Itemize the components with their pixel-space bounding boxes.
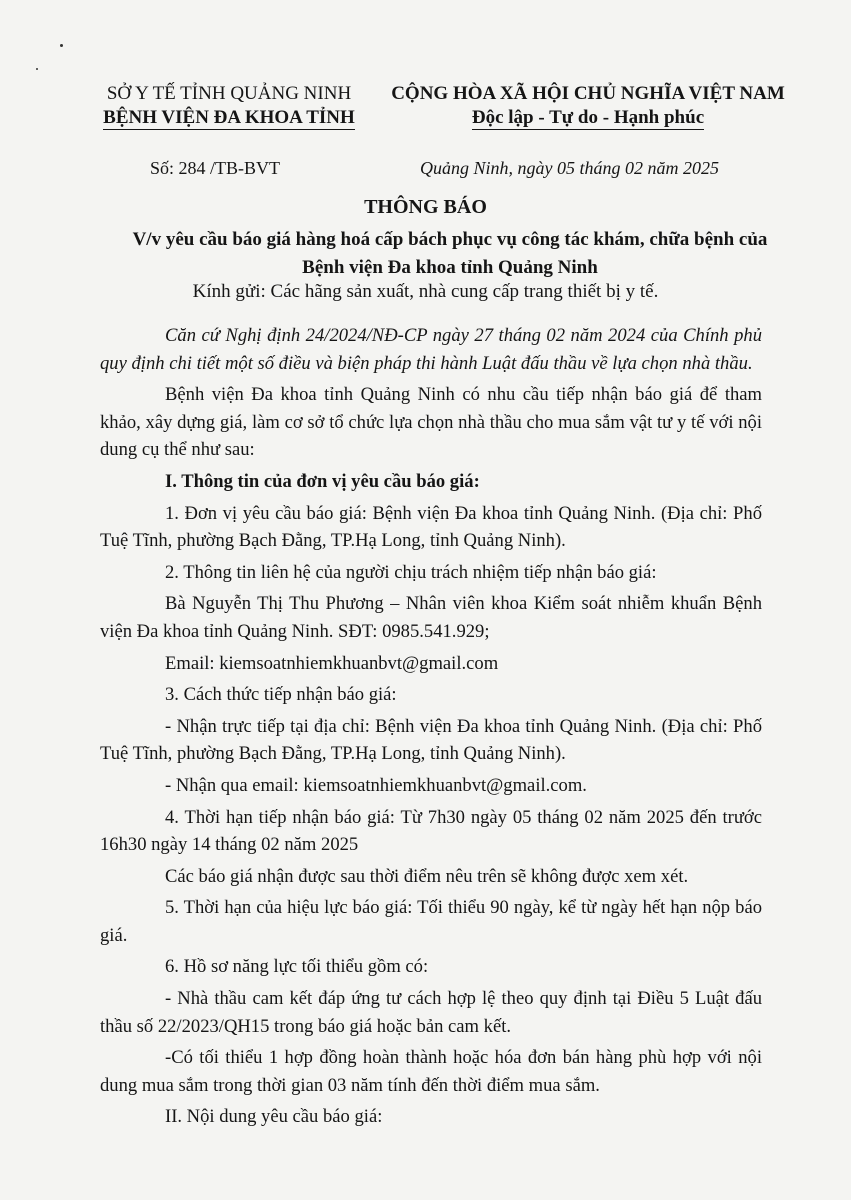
- capacity-item: 6. Hồ sơ năng lực tối thiểu gồm có:: [165, 956, 429, 978]
- contact-person: Bà Nguyễn Thị Thu Phương – Nhân viên khoa Kiểm soát nhiễm khuẩn Bệnh viện Đa khoa tỉnh Quảng Ninh. SĐT: 0985.541.929;: [100, 593, 762, 642]
- document-number: Số: 284 /TB-BVT: [150, 158, 281, 178]
- contact-item: 2. Thông tin liên hệ của người chịu trách nhiệm tiếp nhận báo giá:: [165, 561, 657, 583]
- document-body: [100, 322, 762, 1135]
- intro-paragraph: Bệnh viện Đa khoa tỉnh Quảng Ninh có nhu cầu tiếp nhận báo giá để tham khảo, xây dựng giá, làm cơ sở tổ chức lựa chọn nhà thầu cho mua sắm vật tư y tế với nội dung cụ thể như sau:: [100, 384, 762, 461]
- capacity-requirement-b: -Có tối thiểu 1 hợp đồng hoàn thành hoặc hóa đơn bán hàng phù hợp với nội dung mua sắm trong thời gian 03 năm tính đến thời điểm mua sắm.: [100, 1047, 762, 1096]
- receiving-email: - Nhận qua email: kiemsoatnhiemkhuanbvt@gmail.com.: [165, 774, 587, 796]
- recipient-line: Kính gửi: Các hãng sản xuất, nhà cung cấp trang thiết bị y tế.: [192, 281, 659, 302]
- national-heading-block: [378, 82, 798, 130]
- legal-basis: Căn cứ Nghị định 24/2024/NĐ-CP ngày 27 tháng 02 năm 2024 của Chính phủ quy định chi tiết một số điều và biện pháp thi hành Luật đấu thầu về lựa chọn nhà thầu.: [100, 325, 762, 374]
- document-subject: V/v yêu cầu báo giá hàng hoá cấp bách phục vụ công tác khám, chữa bệnh của Bệnh viện Đa khoa tỉnh Quảng Ninh: [132, 229, 768, 278]
- section-heading-2: II. Nội dung yêu cầu báo giá:: [165, 1106, 383, 1128]
- validity-item: 5. Thời hạn của hiệu lực báo giá: Tối thiểu 90 ngày, kể từ ngày hết hạn nộp báo giá.: [100, 897, 762, 946]
- receiving-method-item: 3. Cách thức tiếp nhận báo giá:: [165, 684, 397, 706]
- capacity-requirement-a: - Nhà thầu cam kết đáp ứng tư cách hợp lệ theo quy định tại Điều 5 Luật đấu thầu số 22/2023/QH15 trong báo giá hoặc bản cam kết.: [100, 988, 762, 1037]
- scan-speck: [36, 68, 38, 70]
- deadline-note: Các báo giá nhận được sau thời điểm nêu trên sẽ không được xem xét.: [165, 865, 689, 887]
- country-name: CỘNG HÒA XÃ HỘI CHỦ NGHĨA VIỆT NAM: [391, 83, 785, 104]
- section-heading-1: I. Thông tin của đơn vị yêu cầu báo giá:: [165, 470, 480, 492]
- requester-item: 1. Đơn vị yêu cầu báo giá: Bệnh viện Đa khoa tỉnh Quảng Ninh. (Địa chỉ: Phố Tuệ Tĩnh, phường Bạch Đằng, TP.Hạ Long, tỉnh Quảng Ninh).: [100, 502, 762, 552]
- national-motto: Độc lập - Tự do - Hạnh phúc: [471, 107, 705, 128]
- issuing-agency-block: [84, 82, 374, 130]
- place-and-date: Quảng Ninh, ngày 05 tháng 02 năm 2025: [420, 158, 719, 178]
- scan-speck: [60, 44, 63, 47]
- contact-email: Email: kiemsoatnhiemkhuanbvt@gmail.com: [165, 652, 499, 674]
- agency-name: BỆNH VIỆN ĐA KHOA TỈNH: [103, 107, 355, 128]
- document-title: THÔNG BÁO: [364, 196, 487, 218]
- receiving-direct: - Nhận trực tiếp tại địa chỉ: Bệnh viện Đa khoa tỉnh Quảng Ninh. (Địa chỉ: Phố Tuệ Tĩnh, phường Bạch Đằng, TP.Hạ Long, tỉnh Quảng Ninh).: [100, 715, 762, 765]
- parent-agency: SỞ Y TẾ TỈNH QUẢNG NINH: [106, 83, 352, 104]
- deadline-item: 4. Thời hạn tiếp nhận báo giá: Từ 7h30 ngày 05 tháng 02 năm 2025 đến trước 16h30 ngày 14 tháng 02 năm 2025: [100, 806, 762, 856]
